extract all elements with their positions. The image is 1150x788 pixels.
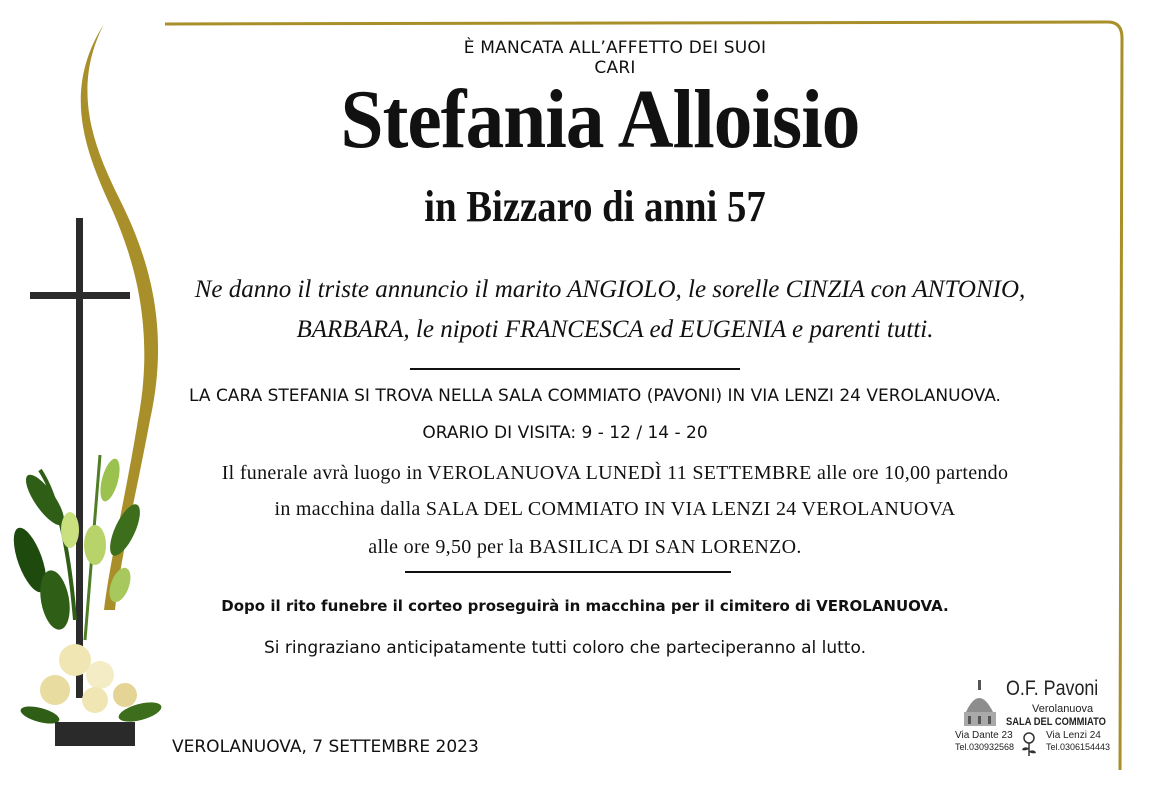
logo-address-1: Via Dante 23 xyxy=(955,730,1013,741)
funeral-line-1: Il funerale avrà luogo in VEROLANUOVA LUNEDÌ 11 SETTEMBRE alle ore 10,00 partendo xyxy=(221,462,1009,484)
church-dome-icon xyxy=(958,678,1002,730)
flower-arrangement xyxy=(7,455,163,746)
announcement-line-2: BARBARA, le nipoti FRANCESCA ed EUGENIA e parenti tutti. xyxy=(296,316,934,343)
logo-phone-1: Tel.030932568 xyxy=(955,742,1015,752)
announcement-line-1: Ne danno il triste annuncio il marito ANGIOLO, le sorelle CINZIA con ANTONIO, xyxy=(194,276,1026,303)
logo-hall: SALA DEL COMMIATO xyxy=(1006,716,1106,728)
visit-location: LA CARA STEFANIA SI TROVA NELLA SALA COMMIATO (PAVONI) IN VIA LENZI 24 VEROLANUOVA. xyxy=(189,386,1001,406)
rose-icon xyxy=(1018,731,1040,757)
deceased-name: Stefania Alloisio xyxy=(340,73,860,166)
intro-line: È MANCATA ALL’AFFETTO DEI SUOI CARI xyxy=(463,38,767,78)
logo-city: Verolanuova xyxy=(1032,703,1094,715)
date-place: VEROLANUOVA, 7 SETTEMBRE 2023 xyxy=(172,737,479,757)
thanks-note: Si ringraziano anticipatamente tutti coloro che parteciperanno al lutto. xyxy=(264,638,866,658)
logo-name: O.F. Pavoni xyxy=(1006,677,1099,700)
funeral-line-2: in macchina dalla SALA DEL COMMIATO IN VIA LENZI 24 VEROLANUOVA xyxy=(274,498,956,520)
divider-rule xyxy=(410,368,740,370)
divider-rule xyxy=(405,571,731,573)
logo-phone-2: Tel.0306154443 xyxy=(1046,742,1111,752)
visit-hours: ORARIO DI VISITA: 9 - 12 / 14 - 20 xyxy=(422,423,708,443)
deceased-subtitle: in Bizzaro di anni 57 xyxy=(424,182,766,231)
funeral-line-3: alle ore 9,50 per la BASILICA DI SAN LORENZO. xyxy=(368,536,802,558)
procession-note: Dopo il rito funebre il corteo proseguirà in macchina per il cimitero di VEROLANUOVA. xyxy=(221,597,949,615)
logo-address-2: Via Lenzi 24 xyxy=(1046,730,1101,741)
cross-icon xyxy=(30,218,130,698)
